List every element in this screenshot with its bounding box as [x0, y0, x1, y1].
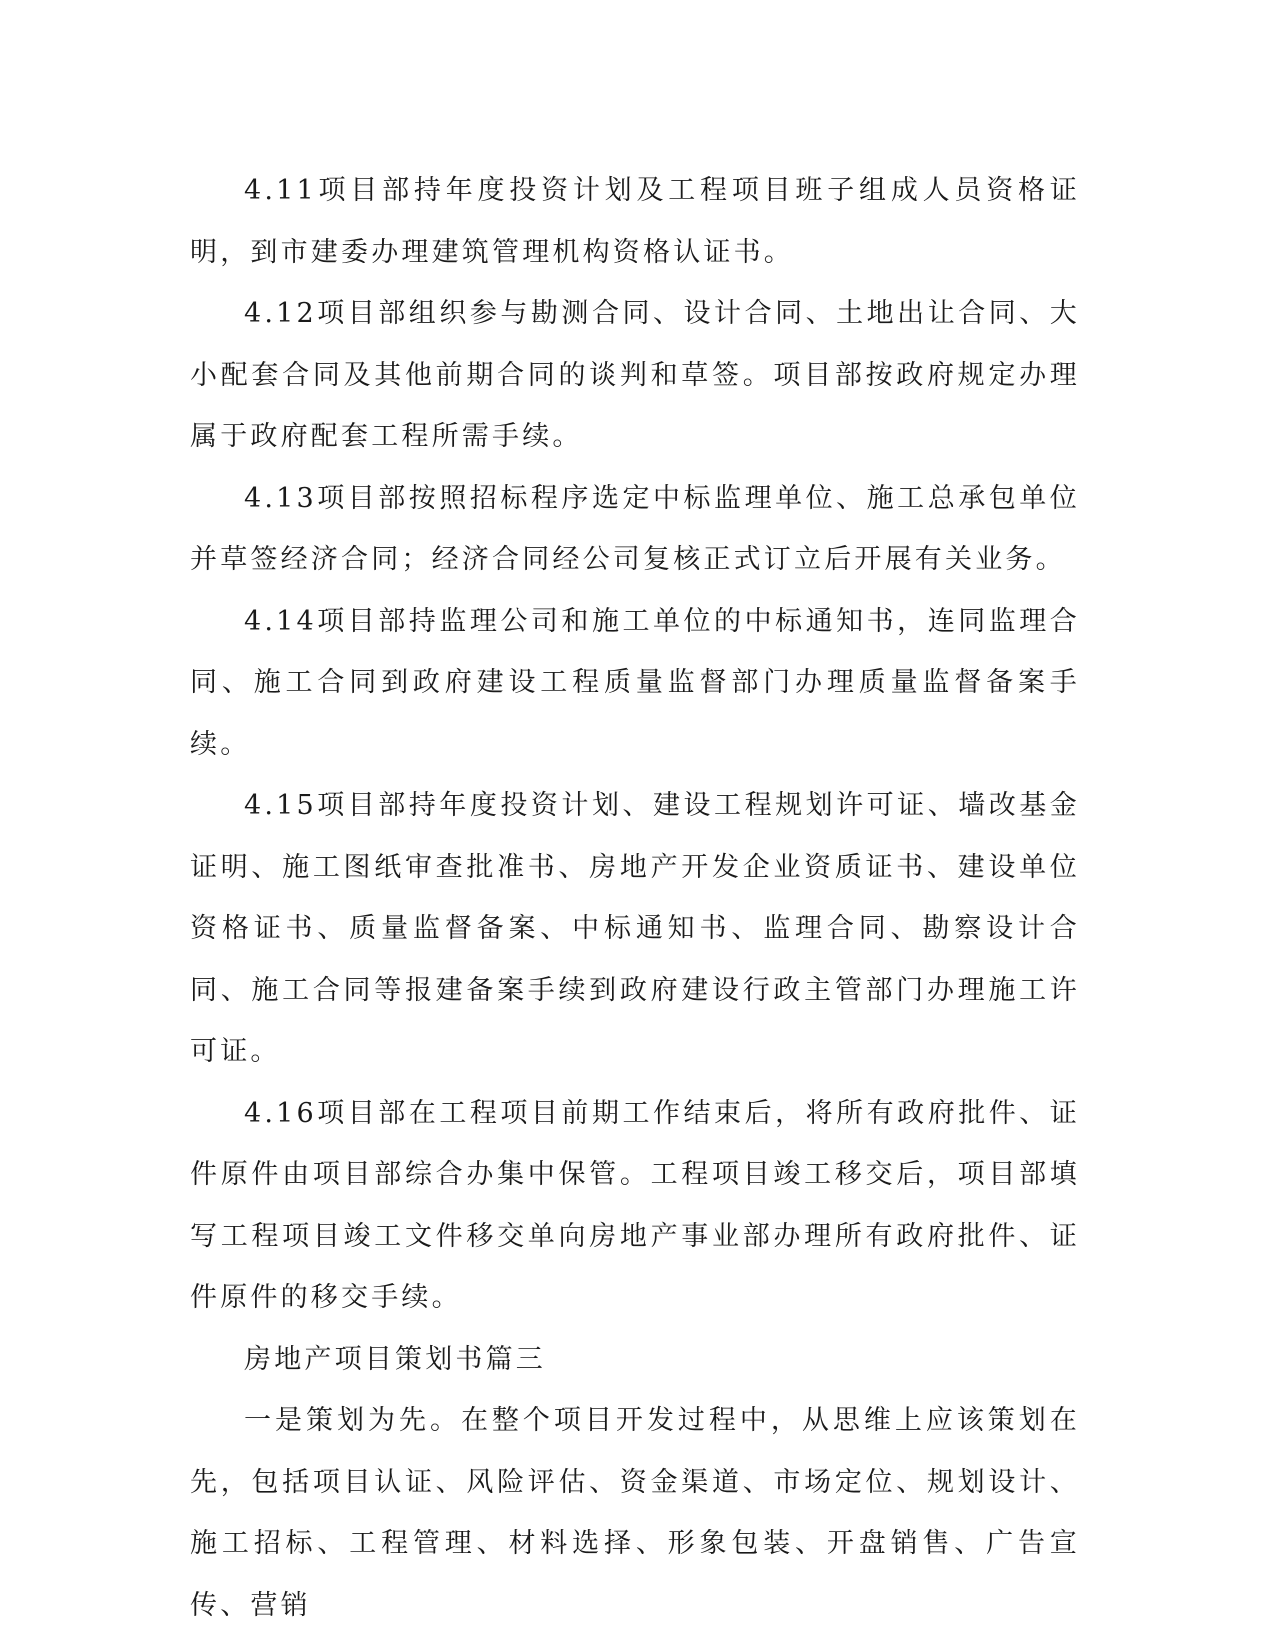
paragraph-4-14: 4.14项目部持监理公司和施工单位的中标通知书，连同监理合同、施工合同到政府建设工程质量监督部门办理质量监督备案手续。: [190, 605, 1080, 760]
paragraph-strategy-first: 一是策划为先。在整个项目开发过程中，从思维上应该策划在先，包括项目认证、风险评估、资金渠道、市场定位、规划设计、施工招标、工程管理、材料选择、形象包装、开盘销售、广告宣传、营销: [190, 1405, 1080, 1621]
paragraph-4-13: 4.13项目部按照招标程序选定中标监理单位、施工总承包单位并草签经济合同；经济合同经公司复核正式订立后开展有关业务。: [190, 482, 1080, 575]
document-body: [190, 160, 1080, 1636]
paragraph-4-11: 4.11项目部持年度投资计划及工程项目班子组成人员资格证明，到市建委办理建筑管理机构资格认证书。: [190, 175, 1080, 268]
section-heading: 房地产项目策划书篇三: [244, 1343, 546, 1375]
paragraph-4-15: 4.15项目部持年度投资计划、建设工程规划许可证、墙改基金证明、施工图纸审查批准书、房地产开发企业资质证书、建设单位资格证书、质量监督备案、中标通知书、监理合同、勘察设计合同、施工合同等报建备案手续到政府建设行政主管部门办理施工许可证。: [190, 790, 1080, 1067]
paragraph-4-16: 4.16项目部在工程项目前期工作结束后，将所有政府批件、证件原件由项目部综合办集中保管。工程项目竣工移交后，项目部填写工程项目竣工文件移交单向房地产事业部办理所有政府批件、证件原件的移交手续。: [190, 1097, 1080, 1313]
paragraph-4-12: 4.12项目部组织参与勘测合同、设计合同、土地出让合同、大小配套合同及其他前期合同的谈判和草签。项目部按政府规定办理属于政府配套工程所需手续。: [190, 298, 1080, 452]
